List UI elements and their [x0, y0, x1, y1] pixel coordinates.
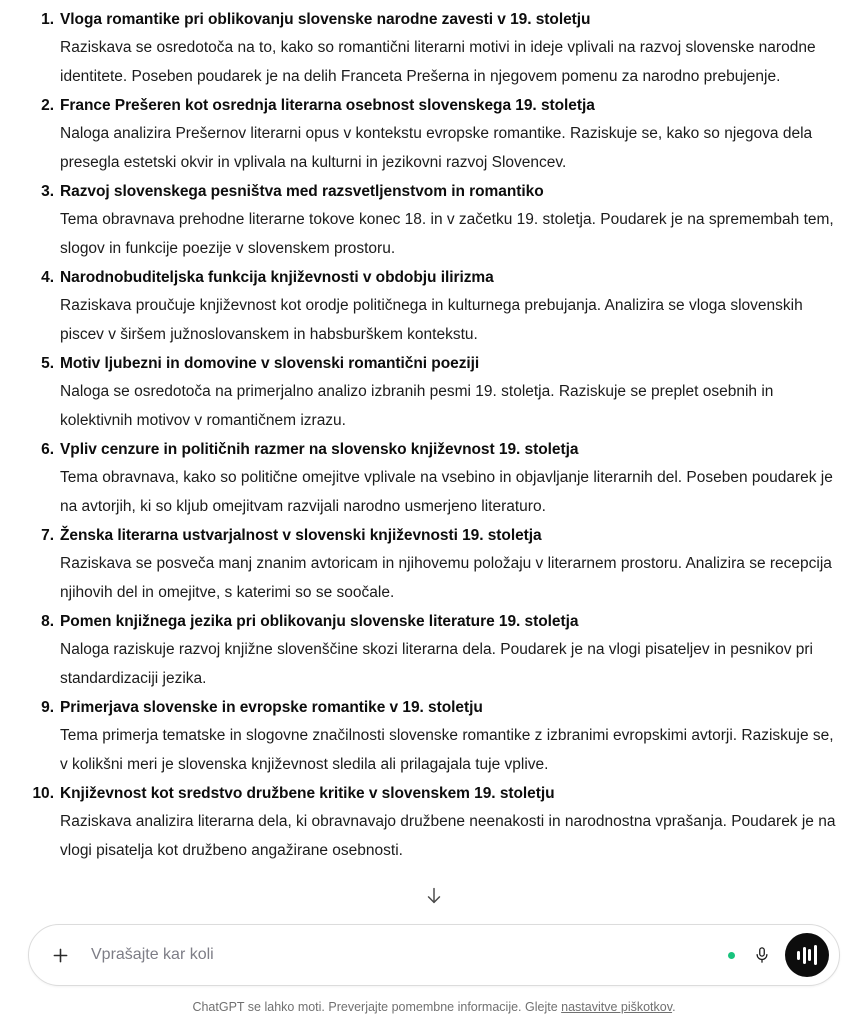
topic-description: Naloga se osredotoča na primerjalno analizo izbranih pesmi 19. stoletja. Raziskuje se preplet osebnih in kolektivnih motivov v romantičnem izrazu.	[60, 383, 774, 429]
topic-description: Raziskava proučuje književnost kot orodje političnega in kulturnega prebujanja. Analizira se vloga slovenskih piscev v širšem južnoslovanskem in habsburškem kontekstu.	[60, 297, 803, 343]
waveform-bar	[803, 947, 806, 964]
disclaimer	[0, 986, 868, 1024]
composer-area	[0, 920, 868, 986]
list-item	[60, 694, 842, 779]
list-item	[60, 436, 842, 521]
message-composer[interactable]	[28, 924, 840, 986]
topic-description: Tema obravnava, kako so politične omejitve vplivale na vsebino in objavljanje literarnih del. Poseben poudarek je na avtorjih, ki so kljub omejitvam razvijali narodno usmerjeno literaturo.	[60, 469, 833, 515]
topic-title: Književnost kot sredstvo družbene kritike v slovenskem 19. stoletju	[60, 785, 555, 802]
topic-title: Vloga romantike pri oblikovanju slovenske narodne zavesti v 19. stoletju	[60, 11, 591, 28]
cookie-settings-link[interactable]: nastavitve piškotkov	[561, 1000, 673, 1014]
chevron-down-icon[interactable]	[422, 884, 446, 908]
topic-title: Primerjava slovenske in evropske romantike v 19. stoletju	[60, 699, 483, 716]
topic-description: Tema primerja tematske in slogovne značilnosti slovenske romantike z izbranimi evropskimi avtorji. Raziskuje se, v kolikšni meri je slovenska književnost sledila ali prilagajala tuje vplive.	[60, 727, 834, 773]
message-input[interactable]	[77, 935, 728, 975]
topic-description: Naloga raziskuje razvoj knjižne slovenščine skozi literarna dela. Poudarek je na vlogi pisateljev in pesnikov pri standardizaciji jezika.	[60, 641, 813, 687]
topic-list	[26, 6, 842, 865]
list-item	[60, 780, 842, 865]
waveform-bar	[814, 945, 817, 965]
list-item	[60, 264, 842, 349]
topic-description: Raziskava se osredotoča na to, kako so romantični literarni motivi in ideje vplivali na razvoj slovenske narodne identitete. Poseben poudarek je na delih Franceta Prešerna in njegovem pomenu za narodno prebujenje.	[60, 39, 816, 85]
plus-icon[interactable]	[43, 938, 77, 972]
topic-title: Pomen knjižnega jezika pri oblikovanju slovenske literature 19. stoletja	[60, 613, 579, 630]
list-item	[60, 6, 842, 91]
topic-title: Motiv ljubezni in domovine v slovenski romantični poeziji	[60, 355, 480, 372]
list-item	[60, 522, 842, 607]
list-item	[60, 608, 842, 693]
topic-title: Ženska literarna ustvarjalnost v slovenski književnosti 19. stoletja	[60, 527, 542, 544]
topic-description: Naloga analizira Prešernov literarni opus v kontekstu evropske romantike. Raziskuje se, kako so njegova dela presegla estetski okvir in vplivala na kulturni in jezikovni razvoj Slovencev.	[60, 125, 813, 171]
voice-mode-button[interactable]	[785, 933, 829, 977]
list-item	[60, 178, 842, 263]
waveform-bar	[808, 949, 811, 961]
waveform-bar	[797, 951, 800, 960]
topic-title: Narodnobuditeljska funkcija književnosti v obdobju ilirizma	[60, 269, 494, 286]
list-item	[60, 92, 842, 177]
topic-description: Raziskava se posveča manj znanim avtoricam in njihovemu položaju v literarnem prostoru. Analizira se recepcija njihovih del in omejitve, s katerimi so se soočale.	[60, 555, 832, 601]
microphone-icon[interactable]	[749, 938, 775, 972]
topic-title: Vpliv cenzure in političnih razmer na slovensko književnost 19. stoletja	[60, 441, 579, 458]
status-indicator-dot	[728, 952, 735, 959]
topic-description: Tema obravnava prehodne literarne tokove konec 18. in v začetku 19. stoletja. Poudarek je na spremembah tem, slogov in funkcije poezije v slovenskem prostoru.	[60, 211, 834, 257]
topic-title: France Prešeren kot osrednja literarna osebnost slovenskega 19. stoletja	[60, 97, 595, 114]
topic-title: Razvoj slovenskega pesništva med razsvetljenstvom in romantiko	[60, 183, 544, 200]
list-item	[60, 350, 842, 435]
disclaimer-text: ChatGPT se lahko moti. Preverjajte pomembne informacije. Glejte	[192, 1000, 562, 1014]
topic-description: Raziskava analizira literarna dela, ki obravnavajo družbene neenakosti in narodnostna vprašanja. Poudarek je na vlogi pisatelja kot družbeno angažirane osebnosti.	[60, 813, 836, 859]
disclaimer-end: .	[672, 1000, 676, 1014]
